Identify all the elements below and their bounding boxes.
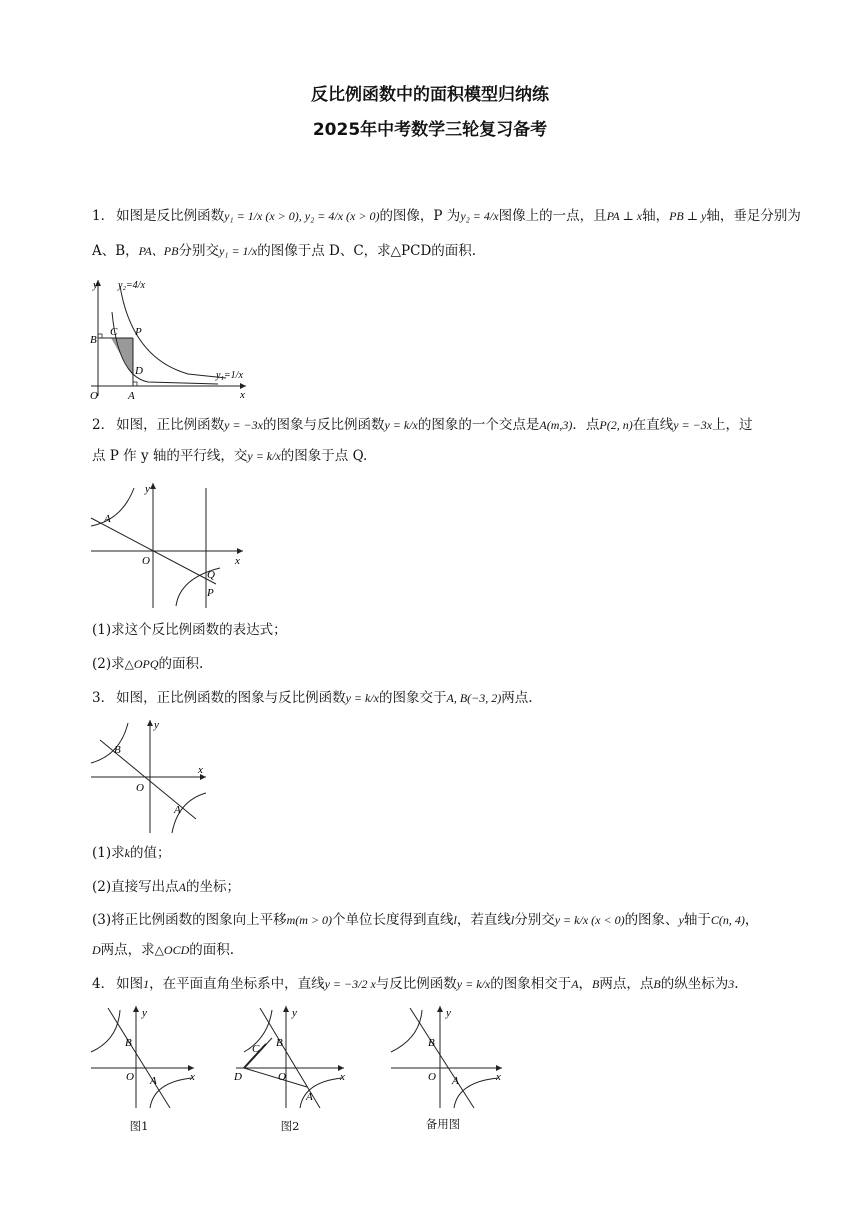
origin-label: O xyxy=(90,390,98,402)
point-a-label: A xyxy=(128,390,135,402)
svg-text:D: D xyxy=(234,1071,242,1083)
hyperbola-branch-2 xyxy=(91,723,128,763)
svg-text:A: A xyxy=(452,1075,459,1087)
point-b-label: B xyxy=(90,334,97,346)
svg-text:x: x xyxy=(496,1071,501,1083)
q3-sub3-line1: (3)将正比例函数的图象向上平移m(m > 0)个单位长度得到直线l，若直线l分别交y = k/x (x < 0)的图象、y轴于C(n, 4)， xyxy=(92,912,759,928)
q3-sub2: (2)直接写出点A的坐标； xyxy=(92,879,240,895)
svg-text:A: A xyxy=(306,1091,313,1103)
q3-sub1: (1)求k的值； xyxy=(92,845,171,861)
svg-text:O: O xyxy=(142,555,150,567)
q3-line1: 3． 如图，正比例函数的图象与反比例函数y = k/x的图象交于A, B(−3, 2)两点. xyxy=(92,690,533,706)
svg-text:C: C xyxy=(252,1043,260,1055)
q2-line1: 2． 如图，正比例函数y = −3x的图象与反比例函数y = k/x的图象的一个交点是A(m,3)．点P(2, n)在直线y = −3x上，过 xyxy=(92,417,753,433)
svg-text:A: A xyxy=(104,513,111,525)
q3-figure xyxy=(88,715,213,835)
svg-text:B: B xyxy=(125,1037,132,1049)
svg-text:B: B xyxy=(428,1037,435,1049)
q3-sub3-line2: D两点，求△OCD的面积. xyxy=(92,942,235,958)
svg-text:A: A xyxy=(174,804,181,816)
fig2-caption: 图2 xyxy=(280,1119,300,1133)
q2-sub1: (1)求这个反比例函数的表达式； xyxy=(92,622,287,638)
svg-text:O: O xyxy=(278,1071,286,1083)
svg-text:B: B xyxy=(276,1037,283,1049)
svg-text:y: y xyxy=(154,719,159,731)
svg-text:x: x xyxy=(340,1071,345,1083)
svg-text:y: y xyxy=(142,1007,147,1019)
svg-text:y: y xyxy=(145,483,150,495)
q4-figure-3 xyxy=(388,1002,508,1110)
svg-text:y: y xyxy=(446,1007,451,1019)
svg-text:O: O xyxy=(136,782,144,794)
y1-label: y₁=1/x xyxy=(216,370,243,381)
q4-line1: 4． 如图1，在平面直角坐标系中，直线y = −3/2 x与反比例函数y = k/x的图象相交于A，B两点，点B的纵坐标为3. xyxy=(92,976,739,992)
page-title: 反比例函数中的面积模型归纳练 xyxy=(311,85,549,105)
svg-text:x: x xyxy=(235,555,240,567)
y-axis-label: y xyxy=(93,279,98,291)
q1-figure xyxy=(88,272,253,402)
svg-text:P: P xyxy=(207,587,214,599)
hyperbola-branch-2 xyxy=(91,488,134,526)
svg-text:O: O xyxy=(126,1071,134,1083)
svg-text:x: x xyxy=(190,1071,195,1083)
svg-text:A: A xyxy=(150,1075,157,1087)
fig1-caption: 图1 xyxy=(129,1119,149,1133)
q4-figure-1 xyxy=(88,1002,200,1110)
point-d-label: D xyxy=(135,365,143,377)
q4-figure-2 xyxy=(230,1002,350,1110)
fig3-caption: 备用图 xyxy=(425,1117,461,1131)
page-subtitle: 2025年中考数学三轮复习备考 xyxy=(312,120,548,140)
svg-text:x: x xyxy=(198,764,203,776)
svg-text:O: O xyxy=(428,1071,436,1083)
y2-label: y₂=4/x xyxy=(118,280,145,291)
q2-figure xyxy=(88,480,248,610)
svg-text:y: y xyxy=(292,1007,297,1019)
q2-sub2: (2)求△OPQ的面积. xyxy=(92,656,204,672)
svg-text:Q: Q xyxy=(207,569,215,581)
point-c-label: C xyxy=(110,326,118,338)
svg-text:B: B xyxy=(114,744,121,756)
q1-line1: 1． 如图是反比例函数y₁ = 1/x (x > 0), y₂ = 4/x (x > 0)的图像，P 为y₂ = 4/x图像上的一点，且PA ⊥ x轴，PB ⊥ y轴，垂足分别为 xyxy=(92,208,801,224)
q1-line2: A、B，PA、PB分别交y₁ = 1/x的图像于点 D、C，求△PCD的面积. xyxy=(92,243,477,259)
x-axis-label: x xyxy=(240,389,245,401)
point-p-label: P xyxy=(135,326,142,338)
q2-line2: 点 P 作 y 轴的平行线，交y = k/x的图象于点 Q. xyxy=(92,448,368,464)
